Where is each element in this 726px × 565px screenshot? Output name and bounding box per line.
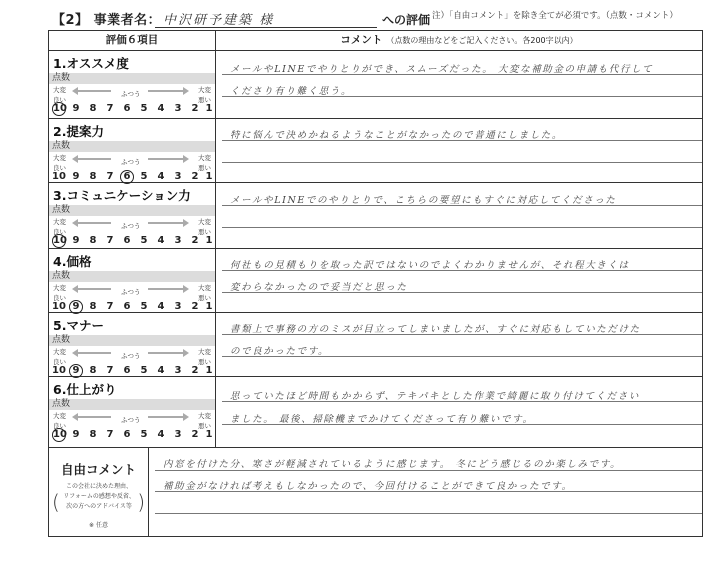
scale-left-top: 大変 — [53, 154, 66, 162]
score-option-8[interactable]: 8 — [89, 235, 97, 246]
arrow-right-icon — [148, 352, 184, 354]
score-options — [52, 102, 212, 116]
business-name-field[interactable] — [155, 11, 377, 28]
score-option-7[interactable]: 7 — [106, 103, 114, 114]
scale-left-bottom: 良い — [53, 164, 66, 172]
free-comment-section — [49, 448, 702, 536]
scale-middle: ふつう — [121, 222, 141, 230]
score-band — [49, 205, 215, 216]
score-option-3[interactable]: 3 — [174, 171, 182, 182]
evaluation-item-cell — [49, 249, 216, 312]
score-option-3[interactable]: 3 — [174, 301, 182, 312]
score-option-8[interactable]: 8 — [89, 301, 97, 312]
score-option-2[interactable]: 2 — [191, 429, 199, 440]
score-option-9[interactable]: 9 — [72, 429, 80, 440]
comment-field[interactable] — [216, 249, 702, 312]
evaluation-item-title: 5.マナー — [53, 318, 104, 333]
comment-line: 特に悩んで決めかねるようなことがなかったので普通にしました。 — [230, 130, 564, 141]
evaluation-item-title: 6.仕上がり — [53, 382, 117, 397]
score-option-2[interactable]: 2 — [191, 171, 199, 182]
evaluation-row — [49, 377, 702, 448]
score-label: 点数 — [52, 335, 71, 345]
score-option-9[interactable]: 9 — [69, 364, 83, 378]
scale-left-bottom: 良い — [53, 228, 66, 236]
scale-right-top: 大変 — [198, 284, 211, 292]
arrow-left-icon — [77, 352, 111, 354]
score-option-1[interactable]: 1 — [205, 301, 213, 312]
arrow-right-icon — [148, 158, 184, 160]
scale-left-bottom: 良い — [53, 358, 66, 366]
evaluation-row — [49, 51, 702, 119]
score-option-6[interactable]: 6 — [120, 170, 134, 184]
score-band — [49, 73, 215, 84]
evaluation-table — [48, 30, 703, 537]
score-option-2[interactable]: 2 — [191, 235, 199, 246]
scale-right-top: 大変 — [198, 86, 211, 94]
free-comment-desc-line: リフォームの感想や反省、 — [63, 493, 135, 500]
comment-line: 何社もの見積もりを取った訳ではないのでよくわかりませんが、それ程大きくは — [230, 260, 630, 271]
score-option-6[interactable]: 6 — [123, 365, 131, 376]
score-label: 点数 — [52, 271, 71, 281]
arrow-left-icon — [77, 222, 111, 224]
score-label: 点数 — [52, 205, 71, 215]
free-comment-desc-line: この会社に決めた理由、 — [65, 483, 132, 490]
evaluation-row — [49, 119, 702, 183]
comment-field[interactable] — [216, 183, 702, 248]
free-comment-line: 補助金がなければ考えもしなかったので、今回付けることができて良かったです。 — [163, 481, 573, 492]
score-option-7[interactable]: 7 — [106, 171, 114, 182]
arrow-right-icon — [148, 90, 184, 92]
open-paren: ( — [52, 490, 60, 514]
comment-line: メールやLINEでやりとりができ、スムーズだった。 大変な補助金の申請も代行して — [230, 64, 654, 75]
scale-right-top: 大変 — [198, 412, 211, 420]
scale-left-top: 大変 — [53, 348, 66, 356]
evaluation-row — [49, 313, 702, 377]
arrow-left-icon — [77, 158, 111, 160]
score-scale-legend — [49, 412, 215, 430]
comment-line: くださり有り難く思う。 — [230, 86, 353, 97]
evaluation-item-cell — [49, 183, 216, 248]
score-option-4[interactable]: 4 — [157, 235, 165, 246]
business-name-label: 【2】 事業者名： — [52, 13, 162, 28]
evaluation-suffix: への評価 — [382, 13, 431, 27]
score-option-4[interactable]: 4 — [157, 171, 165, 182]
score-band — [49, 141, 215, 152]
comment-field[interactable] — [216, 377, 702, 447]
score-option-2[interactable]: 2 — [191, 365, 199, 376]
scale-middle: ふつう — [121, 416, 141, 424]
score-option-10[interactable]: 10 — [52, 171, 66, 182]
score-label: 点数 — [52, 399, 71, 409]
score-option-3[interactable]: 3 — [174, 429, 182, 440]
scale-middle: ふつう — [121, 288, 141, 296]
score-option-10[interactable]: 10 — [53, 235, 67, 246]
comment-line: ました。 最後、掃除機までかけてくださって有り難いです。 — [230, 414, 534, 425]
score-option-9[interactable]: 9 — [69, 300, 83, 314]
score-option-10[interactable]: 10 — [53, 103, 67, 114]
business-name-value: 中沢研予建築 様 — [163, 13, 275, 28]
score-option-8[interactable]: 8 — [89, 429, 97, 440]
scale-left-top: 大変 — [53, 86, 66, 94]
scale-left-bottom: 良い — [53, 422, 66, 430]
score-scale-legend — [49, 218, 215, 236]
score-option-9[interactable]: 9 — [72, 235, 80, 246]
scale-right-bottom: 悪い — [198, 294, 211, 302]
scale-right-bottom: 悪い — [198, 422, 211, 430]
scale-right-top: 大変 — [198, 348, 211, 356]
scale-left-bottom: 良い — [53, 96, 66, 104]
header-comment-note: （点数の理由などをご記入ください。各200字以内） — [386, 36, 578, 45]
scale-middle: ふつう — [121, 352, 141, 360]
free-comment-optional-note: ※ 任意 — [89, 522, 108, 529]
comment-line: 変わらなかったので妥当だと思った — [230, 282, 408, 293]
score-option-2[interactable]: 2 — [191, 103, 199, 114]
score-option-4[interactable]: 4 — [157, 429, 165, 440]
free-comment-label-cell — [49, 448, 149, 536]
evaluation-item-cell — [49, 51, 216, 118]
arrow-right-icon — [148, 222, 184, 224]
scale-right-top: 大変 — [198, 154, 211, 162]
arrow-right-icon — [148, 416, 184, 418]
header-comment-label: コメント — [340, 34, 383, 46]
scale-left-top: 大変 — [53, 218, 66, 226]
score-option-3[interactable]: 3 — [174, 235, 182, 246]
scale-right-bottom: 悪い — [198, 358, 211, 366]
evaluation-row — [49, 249, 702, 313]
evaluation-item-cell — [49, 377, 216, 447]
score-options — [52, 300, 212, 314]
comment-field[interactable] — [216, 313, 702, 376]
score-scale-legend — [49, 154, 215, 172]
score-option-6[interactable]: 6 — [123, 301, 131, 312]
arrow-left-icon — [77, 90, 111, 92]
free-comment-title: 自由コメント — [60, 462, 136, 477]
score-option-9[interactable]: 9 — [72, 171, 80, 182]
score-option-5[interactable]: 5 — [140, 365, 148, 376]
evaluation-item-title: 4.価格 — [53, 254, 92, 269]
score-option-9[interactable]: 9 — [72, 103, 80, 114]
score-option-1[interactable]: 1 — [205, 429, 213, 440]
scale-left-bottom: 良い — [53, 294, 66, 302]
score-option-5[interactable]: 5 — [140, 429, 148, 440]
score-option-1[interactable]: 1 — [205, 103, 213, 114]
score-option-7[interactable]: 7 — [106, 365, 114, 376]
score-option-8[interactable]: 8 — [89, 365, 97, 376]
evaluation-row — [49, 183, 702, 249]
header-comment — [216, 31, 702, 50]
score-options — [52, 364, 212, 378]
score-option-5[interactable]: 5 — [140, 301, 148, 312]
score-option-6[interactable]: 6 — [123, 429, 131, 440]
score-scale-legend — [49, 86, 215, 104]
evaluation-item-cell — [49, 313, 216, 376]
score-option-4[interactable]: 4 — [157, 365, 165, 376]
score-option-1[interactable]: 1 — [205, 171, 213, 182]
free-comment-description — [59, 482, 139, 512]
score-option-6[interactable]: 6 — [123, 103, 131, 114]
score-option-6[interactable]: 6 — [123, 235, 131, 246]
required-note: 注）「自由コメント」を除き全てが必須です。（点数・コメント） — [432, 11, 678, 21]
scale-right-top: 大変 — [198, 218, 211, 226]
score-band — [49, 335, 215, 346]
arrow-left-icon — [77, 288, 111, 290]
evaluation-item-cell — [49, 119, 216, 182]
score-options — [52, 170, 212, 184]
score-option-7[interactable]: 7 — [106, 235, 114, 246]
score-option-7[interactable]: 7 — [106, 429, 114, 440]
scale-right-bottom: 悪い — [198, 96, 211, 104]
score-band — [49, 271, 215, 282]
score-option-3[interactable]: 3 — [174, 365, 182, 376]
score-option-8[interactable]: 8 — [89, 103, 97, 114]
score-label: 点数 — [52, 141, 71, 151]
ruled-line — [155, 513, 702, 514]
comment-field[interactable] — [216, 119, 702, 182]
score-options — [52, 428, 212, 442]
comment-line: 思っていたほど時間もかからず、テキパキとした作業で綺麗に取り付けてください — [230, 391, 640, 402]
evaluation-item-title: 3.コミュニケーション力 — [53, 188, 191, 203]
score-band — [49, 399, 215, 410]
score-scale-legend — [49, 284, 215, 302]
comment-field[interactable] — [216, 51, 702, 118]
close-paren: ) — [137, 490, 145, 514]
comment-line: メールやLINEでのやりとりで、こちらの要望にもすぐに対応してくださった — [230, 195, 617, 206]
score-option-10[interactable]: 10 — [53, 429, 67, 440]
score-label: 点数 — [52, 73, 71, 83]
scale-left-top: 大変 — [53, 284, 66, 292]
free-comment-desc-line: 次の方へのアドバイス等 — [66, 503, 132, 510]
score-option-2[interactable]: 2 — [191, 301, 199, 312]
score-option-8[interactable]: 8 — [89, 171, 97, 182]
score-option-10[interactable]: 10 — [52, 365, 66, 376]
scale-middle: ふつう — [121, 90, 141, 98]
score-option-4[interactable]: 4 — [157, 103, 165, 114]
free-comment-line: 内窓を付けた分、寒さが軽減されているように感じます。 冬にどう感じるのか楽しみです。 — [163, 459, 622, 470]
scale-right-bottom: 悪い — [198, 228, 211, 236]
header-items: 評価６項目 — [49, 31, 216, 50]
ruled-line — [222, 162, 702, 163]
scale-right-bottom: 悪い — [198, 164, 211, 172]
evaluation-item-title: 2.提案力 — [53, 124, 104, 139]
ruled-line — [155, 470, 702, 471]
score-option-10[interactable]: 10 — [52, 301, 66, 312]
score-option-7[interactable]: 7 — [106, 301, 114, 312]
score-option-5[interactable]: 5 — [140, 171, 148, 182]
score-option-1[interactable]: 1 — [205, 235, 213, 246]
ruled-line — [222, 227, 702, 228]
score-option-3[interactable]: 3 — [174, 103, 182, 114]
scale-left-top: 大変 — [53, 412, 66, 420]
comment-line: 書類上で事務の方のミスが目立ってしまいましたが、すぐに対応もしていただけた — [230, 324, 641, 335]
score-option-4[interactable]: 4 — [157, 301, 165, 312]
table-header — [49, 31, 702, 51]
free-comment-field[interactable] — [149, 448, 702, 536]
arrow-left-icon — [77, 416, 111, 418]
score-scale-legend — [49, 348, 215, 366]
score-option-1[interactable]: 1 — [205, 365, 213, 376]
score-option-5[interactable]: 5 — [140, 103, 148, 114]
scale-middle: ふつう — [121, 158, 141, 166]
score-options — [52, 234, 212, 248]
evaluation-item-title: 1.オススメ度 — [53, 56, 129, 71]
comment-line: ので良かったです。 — [230, 346, 330, 357]
score-option-5[interactable]: 5 — [140, 235, 148, 246]
arrow-right-icon — [148, 288, 184, 290]
